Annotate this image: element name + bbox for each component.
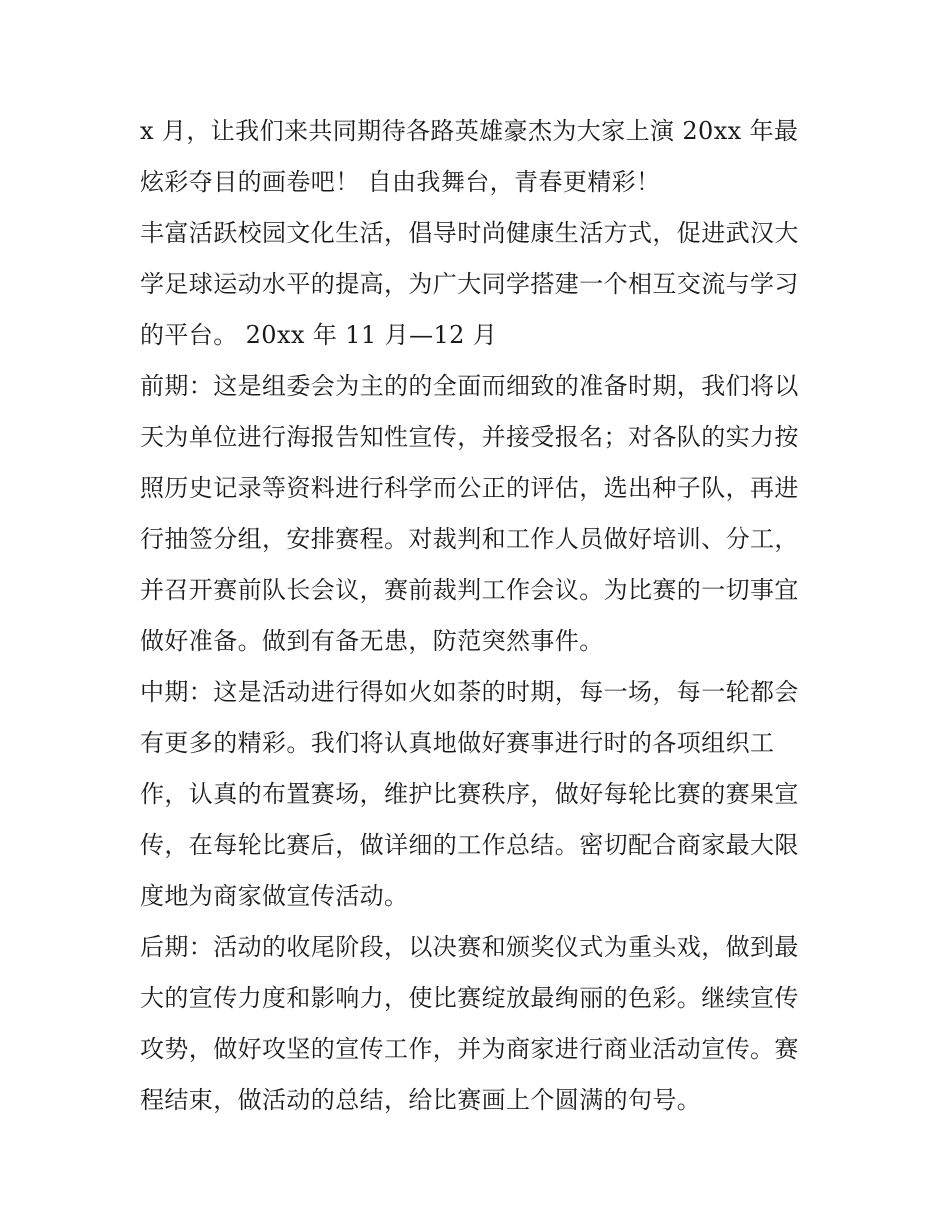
paragraph-text: 丰富活跃校园文化生活，倡导时尚健康生活方式，促进武汉大学足球运动水平的提高，为广大同学搭建一个相互交流与学习的平台。 20xx 年 11 月—12 月	[140, 219, 799, 349]
paragraph-early-phase	[140, 361, 812, 667]
document-body	[140, 106, 812, 1126]
paragraph-text: 中期：这是活动进行得如火如荼的时期，每一场，每一轮都会有更多的精彩。我们将认真地做好赛事进行时的各项组织工作，认真的布置赛场，维护比赛秩序，做好每轮比赛的赛果宣传，在每轮比赛后，做详细的工作总结。密切配合商家最大限度地为商家做宣传活动。	[140, 678, 799, 910]
paragraph-middle-phase	[140, 667, 812, 922]
paragraph-text: 前期：这是组委会为主的的全面而细致的准备时期，我们将以天为单位进行海报告知性宣传，并接受报名；对各队的实力按照历史记录等资料进行科学而公正的评估，选出种子队，再进行抽签分组，安排赛程。对裁判和工作人员做好培训、分工，并召开赛前队长会议，赛前裁判工作会议。为比赛的一切事宜做好准备。做到有备无患，防范突然事件。	[140, 372, 799, 655]
paragraph-purpose-and-dates	[140, 208, 812, 361]
paragraph-intro-closing	[140, 106, 812, 208]
paragraph-text: 后期：活动的收尾阶段，以决赛和颁奖仪式为重头戏，做到最大的宣传力度和影响力，使比赛绽放最绚丽的色彩。继续宣传攻势，做好攻坚的宣传工作，并为商家进行商业活动宣传。赛程结束，做活动的总结，给比赛画上个圆满的句号。	[140, 933, 799, 1114]
paragraph-late-phase	[140, 922, 812, 1126]
paragraph-text: x 月，让我们来共同期待各路英雄豪杰为大家上演 20xx 年最炫彩夺目的画卷吧！ 自由我舞台，青春更精彩！	[140, 117, 799, 196]
